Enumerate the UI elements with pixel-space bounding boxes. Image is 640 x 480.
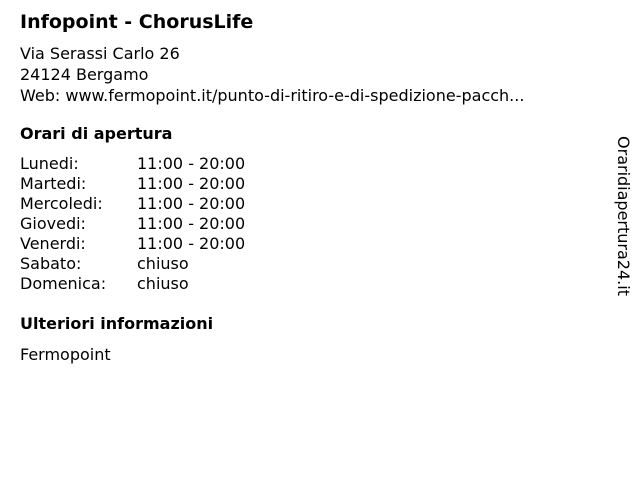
day-hours: 11:00 - 20:00 (137, 174, 246, 193)
hours-row (20, 154, 245, 174)
address-street: Via Serassi Carlo 26 (20, 44, 180, 63)
day-label: Giovedi: (20, 214, 86, 233)
day-hours: chiuso (137, 274, 189, 293)
hours-row (20, 254, 245, 274)
day-label: Venerdi: (20, 234, 86, 253)
day-label: Lunedi: (20, 154, 79, 173)
day-label: Domenica: (20, 274, 107, 293)
site-watermark: Oraridiapertura24.it (614, 136, 633, 296)
day-hours: chiuso (137, 254, 189, 273)
day-label: Martedi: (20, 174, 87, 193)
more-info-text: Fermopoint (20, 345, 111, 364)
opening-hours-heading: Orari di apertura (20, 124, 173, 143)
day-hours: 11:00 - 20:00 (137, 154, 246, 173)
address-block (20, 43, 524, 106)
more-info-heading: Ulteriori informazioni (20, 314, 214, 333)
hours-row (20, 214, 245, 234)
day-label: Sabato: (20, 254, 82, 273)
address-city: 24124 Bergamo (20, 65, 149, 84)
hours-row (20, 274, 245, 294)
day-label: Mercoledi: (20, 194, 103, 213)
page-title: Infopoint - ChorusLife (20, 11, 254, 33)
day-hours: 11:00 - 20:00 (137, 194, 246, 213)
opening-hours-table (20, 154, 245, 294)
hours-row (20, 194, 245, 214)
address-web[interactable]: Web: www.fermopoint.it/punto-di-ritiro-e-di-spedizione-pacch... (20, 86, 525, 105)
hours-row (20, 234, 245, 254)
day-hours: 11:00 - 20:00 (137, 234, 246, 253)
day-hours: 11:00 - 20:00 (137, 214, 246, 233)
hours-row (20, 174, 245, 194)
